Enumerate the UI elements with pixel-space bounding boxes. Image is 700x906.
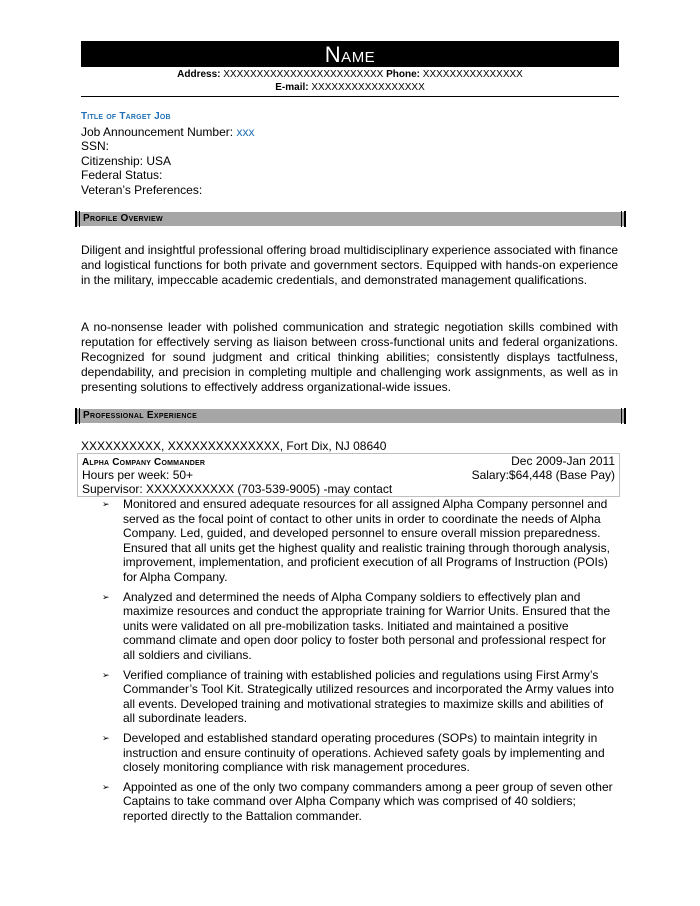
list-item: ➢ Developed and established standard operating procedures (SOPs) to maintain integrity in instruction and ensure continuity of operations. Achieved safety goals by implementing and closely monitoring compliance with risk management procedures. bbox=[102, 730, 605, 775]
job-hours: Hours per week: 50+ bbox=[82, 468, 194, 482]
professional-experience-heading: Professional Experience bbox=[83, 410, 198, 421]
list-item: ➢ Verified compliance of training with established policies and regulations using First Army’s Commander’s Tool Kit. Strategically utilized resources and incorporated the Army values into all events. Developed training and motivational strategies to maximize skills and abilities of all subordinate leaders. bbox=[102, 667, 614, 726]
employer-line: XXXXXXXXXX, XXXXXXXXXXXXXX, Fort Dix, NJ 08640 bbox=[81, 439, 387, 453]
header-divider bbox=[81, 96, 619, 97]
target-job-title: Title of Target Job bbox=[81, 111, 171, 122]
profile-paragraph-2: A no-nonsense leader with polished communication and strategic negotiation skills combined with reputation for effectively serving as liaison between cross-functional units and federal organizations. Recognized for sound judgment and critical thinking abilities; consistently displays tactfulness, dependability, and precision in completing multiple and challenging work assignments, as well as in presenting solutions to effectively address organizational-wide issues. bbox=[81, 320, 618, 394]
job-salary: Salary:$64,448 (Base Pay) bbox=[471, 468, 615, 482]
job-supervisor: Supervisor: XXXXXXXXXXX (703-539-9005) -may contact bbox=[82, 482, 393, 496]
job-dates: Dec 2009-Jan 2011 bbox=[511, 454, 615, 468]
job-title: Alpha Company Commander bbox=[82, 457, 206, 468]
arrow-bullet-icon: ➢ bbox=[102, 781, 110, 792]
experience-bullet-list bbox=[100, 497, 618, 828]
contact-line-address-phone bbox=[81, 69, 619, 81]
announcement-line bbox=[81, 125, 254, 139]
veteran-preferences-line: Veteran’s Preferences: bbox=[81, 183, 203, 197]
list-item: ➢ Monitored and ensured adequate resources for all assigned Alpha Company personnel and served as the focal point of contact to other units in order to coordinate the needs of Alpha Company. Led, guided, and developed personnel to ensure overall mission preparedness. Ensured that all units get the highest quality and realistic training through thorough analysis, improvement, implementation, and proficient execution of all Programs of Instruction (POIs) for Alpha Company. bbox=[102, 497, 610, 584]
list-item: ➢ Analyzed and determined the needs of Alpha Company soldiers to effectively plan and maximize resources and conduct the appropriate training for Warrior Units. Ensured that the units were validated on all pre-mobilization tasks. Initiated and maintained a positive command climate and open door policy to foster both personal and professional respect for all soldiers and civilians. bbox=[102, 589, 611, 662]
announcement-label: Job Announcement Number: bbox=[81, 125, 234, 139]
profile-paragraph-1: Diligent and insightful professional offering broad multidisciplinary experience associated with finance and logistical functions for both private and government sectors. Equipped with hands-on experience in the military, impeccable academic credentials, and demonstrated management qualifications. bbox=[81, 243, 618, 287]
phone-value: XXXXXXXXXXXXXXX bbox=[422, 69, 523, 80]
citizenship-line: Citizenship: USA bbox=[81, 154, 172, 168]
federal-status-line: Federal Status: bbox=[81, 168, 163, 182]
profile-overview-heading-bar bbox=[75, 212, 626, 226]
name-banner: Name bbox=[81, 41, 619, 67]
arrow-bullet-icon: ➢ bbox=[102, 732, 110, 743]
job-hours-row bbox=[82, 468, 615, 482]
ssn-line: SSN: bbox=[81, 139, 110, 153]
email-value: XXXXXXXXXXXXXXXXX bbox=[311, 82, 425, 93]
profile-overview-heading: Profile Overview bbox=[83, 213, 163, 224]
email-label: E-mail: bbox=[275, 82, 309, 93]
professional-experience-heading-bar bbox=[75, 409, 626, 423]
job-details-box bbox=[77, 453, 620, 497]
arrow-bullet-icon: ➢ bbox=[102, 591, 110, 602]
list-item: ➢ Appointed as one of the only two company commanders among a peer group of seven other Captains to take command over Alpha Company which was comprised of 40 soldiers; reported directly to the Battalion commander. bbox=[102, 779, 613, 823]
job-supervisor-row bbox=[82, 482, 615, 496]
address-label: Address: bbox=[177, 69, 221, 80]
arrow-bullet-icon: ➢ bbox=[102, 669, 110, 680]
address-value: XXXXXXXXXXXXXXXXXXXXXXXX bbox=[223, 69, 384, 80]
arrow-bullet-icon: ➢ bbox=[102, 499, 110, 509]
announcement-value: xxx bbox=[236, 125, 255, 139]
contact-line-email bbox=[81, 82, 619, 94]
phone-label: Phone: bbox=[386, 69, 421, 80]
